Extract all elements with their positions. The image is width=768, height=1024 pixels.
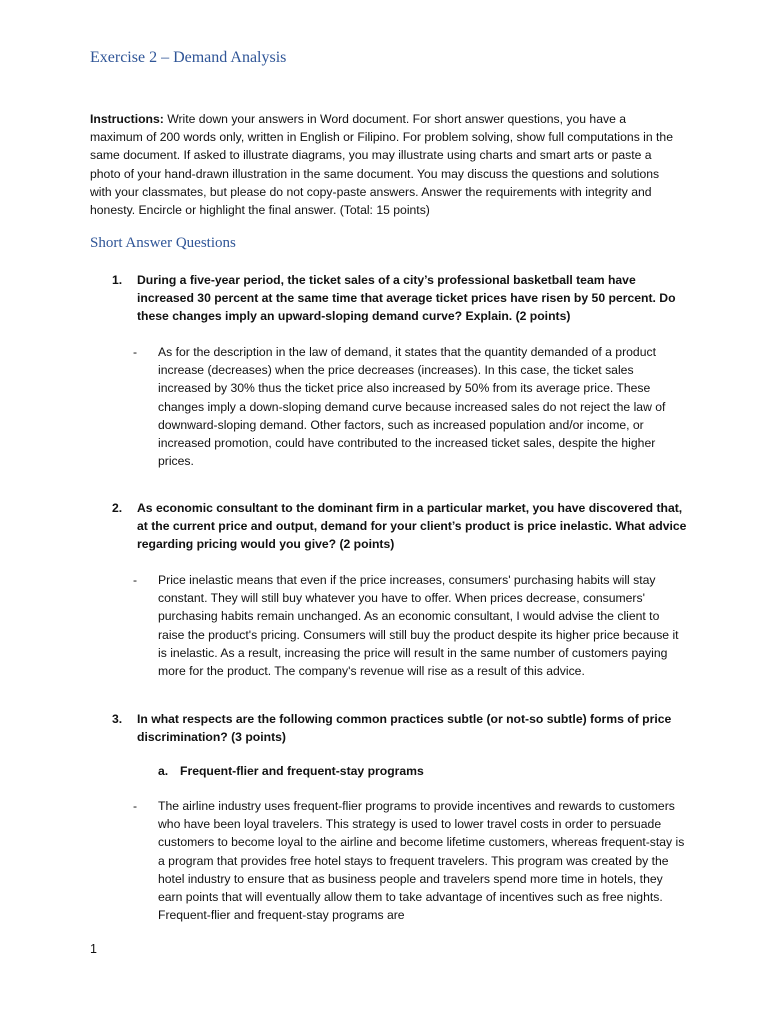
instructions-paragraph <box>90 110 682 219</box>
answer-2-dash: - <box>133 573 138 587</box>
answer-3-text: The airline industry uses frequent-flier programs to provide incentives and rewards to customers who have been loyal travelers. This strategy is used to lower travel costs in order to persuade customers to become loyal to the airline and become lifetime customers, whereas frequent-stay is a program that provides free hotel stays to frequent travelers. This program was created by the hotel industry to ensure that as business people and travelers spend more time in hotels, they earn points that will eventually allow them to take advantage of incentives such as free nights. Frequent-flier and frequent-stay programs are <box>158 799 685 923</box>
question-2-number: 2. <box>112 501 123 515</box>
answer-1-dash: - <box>133 345 138 359</box>
answer-1-text: As for the description in the law of demand, it states that the quantity demanded of a product increase (decreases) when the price decreases (increases). In this case, the ticket sales increased by 30% thus the ticket price also increased by 50% from its average price. These changes imply a down-sloping demand curve because increased sales do not reject the law of downward-sloping demand. Other factors, such as increased population and/or income, or increased promotion, could have contributed to the increased ticket sales, despite the higher prices. <box>158 345 666 469</box>
instructions-label: Instructions: <box>90 112 164 126</box>
question-1-number: 1. <box>112 273 123 287</box>
question-2-text: As economic consultant to the dominant firm in a particular market, you have discovered that, at the current price and output, demand for your client’s product is price inelastic. What advice regarding pricing would you give? (2 points) <box>137 501 687 552</box>
question-3-sub-letter: a. <box>158 764 169 778</box>
page-number: 1 <box>90 942 97 956</box>
document-title: Exercise 2 – Demand Analysis <box>90 49 287 66</box>
instructions-text: Write down your answers in Word document. For short answer questions, you have a maximum of 200 words only, written in English or Filipino. For problem solving, show full computations in the same document. If asked to illustrate diagrams, you may illustrate using charts and smart arts or paste a photo of your hand-drawn illustration in the same document. You may discuss the questions and solutions with your classmates, but please do not copy-paste answers. Answer the requirements with integrity and honesty. Encircle or highlight the final answer. (Total: 15 points) <box>90 112 673 218</box>
answer-3-dash: - <box>133 799 138 813</box>
question-1-text: During a five-year period, the ticket sales of a city’s professional basketball team have increased 30 percent at the same time that average ticket prices have risen by 50 percent. Do these changes imply an upward-sloping demand curve? Explain. (2 points) <box>137 273 676 324</box>
section-heading: Short Answer Questions <box>90 235 236 251</box>
question-3-text: In what respects are the following common practices subtle (or not-so subtle) forms of price discrimination? (3 points) <box>137 712 672 745</box>
question-3-number: 3. <box>112 712 123 726</box>
question-3-sub-text: Frequent-flier and frequent-stay programs <box>180 764 424 778</box>
answer-2-text: Price inelastic means that even if the price increases, consumers' purchasing habits will stay constant. They will still buy whatever you have to offer. When prices decrease, consumers' purchasing habits remain unchanged. As an economic consultant, I would advise the client to raise the product's pricing. Consumers will still buy the product despite its higher price because it is inelastic. As a result, increasing the price will result in the same number of customers paying more for the product. The company's revenue will rise as a result of this advice. <box>158 573 679 679</box>
